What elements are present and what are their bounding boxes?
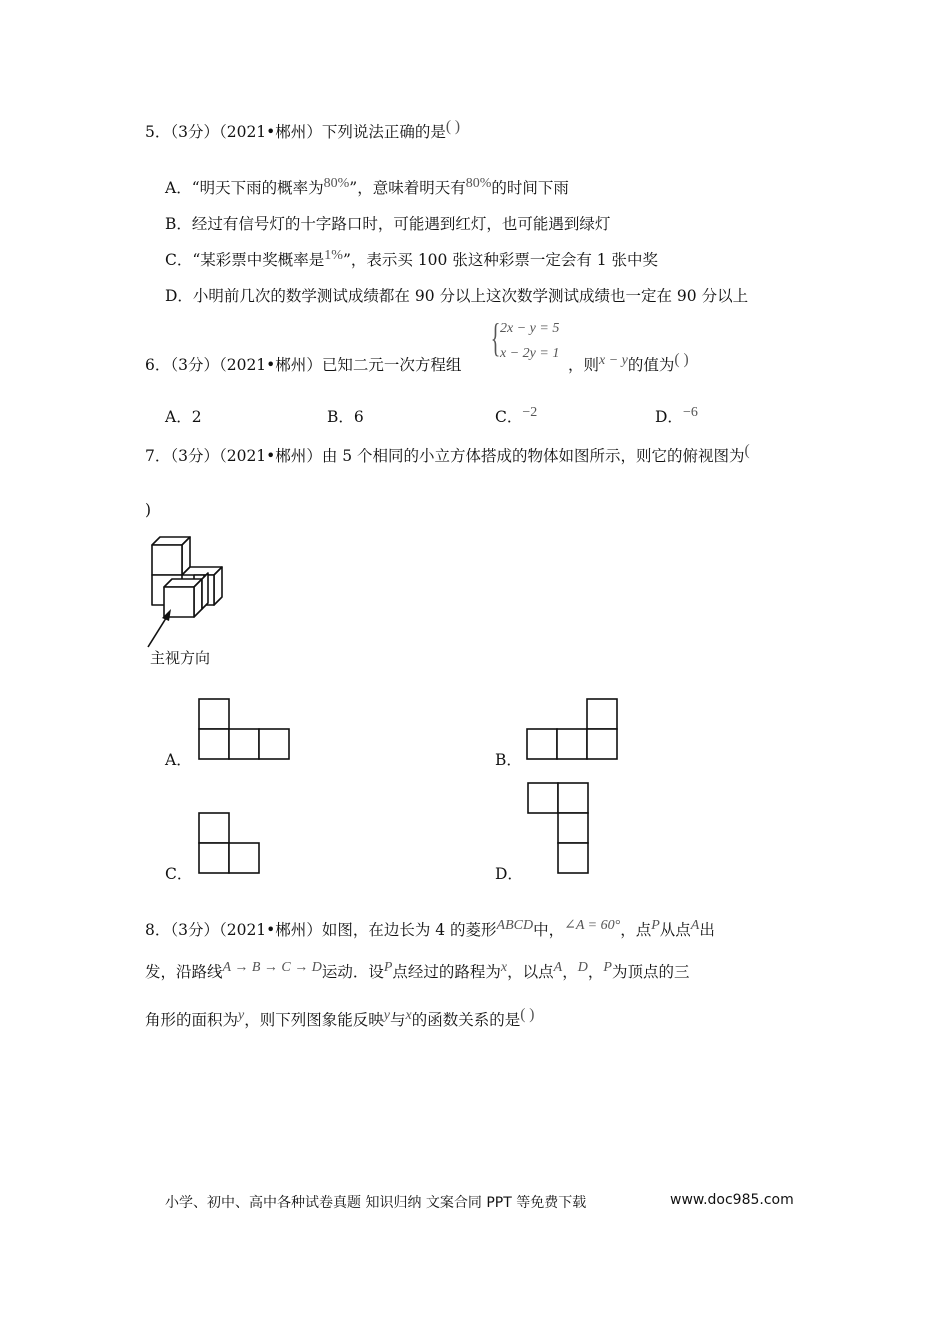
q8-l2-point-p: P xyxy=(383,960,393,975)
q5-a-math-1: 80% xyxy=(323,176,350,191)
q5-stem xyxy=(145,118,461,143)
q8-l3-x: x xyxy=(405,1008,412,1023)
q6-c-value: −2 xyxy=(522,405,538,420)
q8-line-1 xyxy=(145,920,715,942)
q6-equation-1: 2x − y = 5 xyxy=(500,321,560,336)
q6-option-d xyxy=(655,407,698,429)
q7-option-c-view xyxy=(198,812,260,874)
q8-l3-text-4: 的函数关系的是 xyxy=(411,1011,521,1029)
q8-l1-text-3: ，点 xyxy=(620,921,652,939)
q8-l2-point-p2: P xyxy=(603,960,612,975)
q6-post-text: 的值为 xyxy=(627,356,675,374)
q8-l2-text-4: ，以点 xyxy=(507,963,554,981)
q8-l2-sep-1: ， xyxy=(562,963,578,981)
q7-option-b-view xyxy=(526,698,618,760)
q8-l3-y2: y xyxy=(383,1008,390,1023)
q8-answer-paren: ( ) xyxy=(520,1006,535,1023)
q8-line-2 xyxy=(145,962,689,984)
q6-stem-text: 6．（3分）（2021•郴州）已知二元一次方程组 xyxy=(145,356,462,374)
q6-expression: x − y xyxy=(599,353,628,368)
q7-paren-open: ( xyxy=(744,442,750,459)
q5-c-text-2: ”，表示买 100 张这种彩票一定会有 1 张中奖 xyxy=(342,251,659,269)
q8-l2-point-d: D xyxy=(577,960,588,975)
q7-option-a-view xyxy=(198,698,290,760)
q8-angle: ∠A = 60° xyxy=(564,918,621,933)
q5-a-text-3: 的时间下雨 xyxy=(491,179,569,197)
q8-l1-text-5: 出 xyxy=(699,921,715,939)
q6-equation-2: x − 2y = 1 xyxy=(500,346,560,361)
q8-l2-text-3: 点经过的路程为 xyxy=(392,963,501,981)
q8-l2-text-1: 发，沿路线 xyxy=(145,963,223,981)
q8-l2-text-5: 为顶点的三 xyxy=(611,963,690,981)
q5-option-d: D．小明前几次的数学测试成绩都在 90 分以上这次数学测试成绩也一定在 90 分以上 xyxy=(165,287,749,305)
q8-l2-text-2: 运动．设 xyxy=(321,963,384,981)
q8-path: A → B → C → D xyxy=(222,960,322,975)
q5-option-b: B．经过有信号灯的十字路口时，可能遇到红灯，也可能遇到绿灯 xyxy=(165,215,611,233)
footer-text: 小学、初中、高中各种试卷真题 知识归纳 文案合同 PPT 等免费下载 xyxy=(165,1195,587,1211)
q7-stem-text: 7．（3分）（2021•郴州）由 5 个相同的小立方体搭成的物体如图所示，则它的俯视图为 xyxy=(145,447,745,465)
q8-point-a: A xyxy=(690,918,700,933)
q7-option-c-label: C． xyxy=(165,865,193,883)
q5-stem-text: 5．（3分）（2021•郴州）下列说法正确的是 xyxy=(145,123,446,141)
q5-c-text-1: C．“某彩票中奖概率是 xyxy=(165,251,325,269)
q5-option-c xyxy=(165,250,658,272)
q5-c-math: 1% xyxy=(324,248,343,263)
q6-system-brace: { xyxy=(490,315,501,360)
q7-option-b-label: B． xyxy=(495,751,522,769)
q5-a-text-2: ”，意味着明天有 xyxy=(349,179,466,197)
q8-l3-text-2: ，则下列图象能反映 xyxy=(244,1011,384,1029)
q7-view-direction-label: 主视方向 xyxy=(150,649,211,667)
q6-d-value: −6 xyxy=(682,405,698,420)
q5-answer-paren: ( ) xyxy=(445,118,461,135)
q8-l2-x: x xyxy=(500,960,508,975)
q8-l3-y: y xyxy=(238,1008,245,1023)
q7-paren-close: ) xyxy=(145,501,152,519)
q8-l3-text-3: 与 xyxy=(389,1011,406,1029)
q8-l1-text-1: 8．（3分）（2021•郴州）如图，在边长为 4 的菱形 xyxy=(145,921,497,939)
q5-a-text-1: A．“明天下雨的概率为 xyxy=(165,179,324,197)
q7-stem xyxy=(145,442,750,467)
q8-l2-sep-2: ， xyxy=(587,963,604,981)
q6-answer-paren: ( ) xyxy=(674,351,689,368)
footer-site-link[interactable]: www.doc985.com xyxy=(670,1192,794,1208)
q6-option-a: A．2 xyxy=(165,408,202,426)
q7-option-d-view xyxy=(527,782,589,874)
q8-line-3 xyxy=(145,1006,535,1032)
q8-l2-point-a: A xyxy=(553,960,563,975)
q8-l1-text-4: 从点 xyxy=(659,921,691,939)
q6-d-label: D． xyxy=(655,408,683,426)
q8-l3-text-1: 角形的面积为 xyxy=(145,1011,239,1029)
q5-option-a xyxy=(165,178,569,200)
q6-option-c xyxy=(495,407,537,429)
q6-stem xyxy=(145,355,461,375)
q6-option-b: B．6 xyxy=(327,408,364,426)
q5-a-math-2: 80% xyxy=(465,176,492,191)
q8-l1-text-2: 中， xyxy=(533,921,565,939)
q6-stem-tail xyxy=(568,351,689,377)
q7-option-a-label: A． xyxy=(165,751,192,769)
q7-option-d-label: D． xyxy=(495,865,523,883)
q8-point-p: P xyxy=(651,918,660,933)
q6-mid-text: ，则 xyxy=(568,356,600,374)
q6-c-label: C． xyxy=(495,408,523,426)
q8-rhombus-name: ABCD xyxy=(496,918,534,933)
q7-cube-figure xyxy=(140,530,240,660)
